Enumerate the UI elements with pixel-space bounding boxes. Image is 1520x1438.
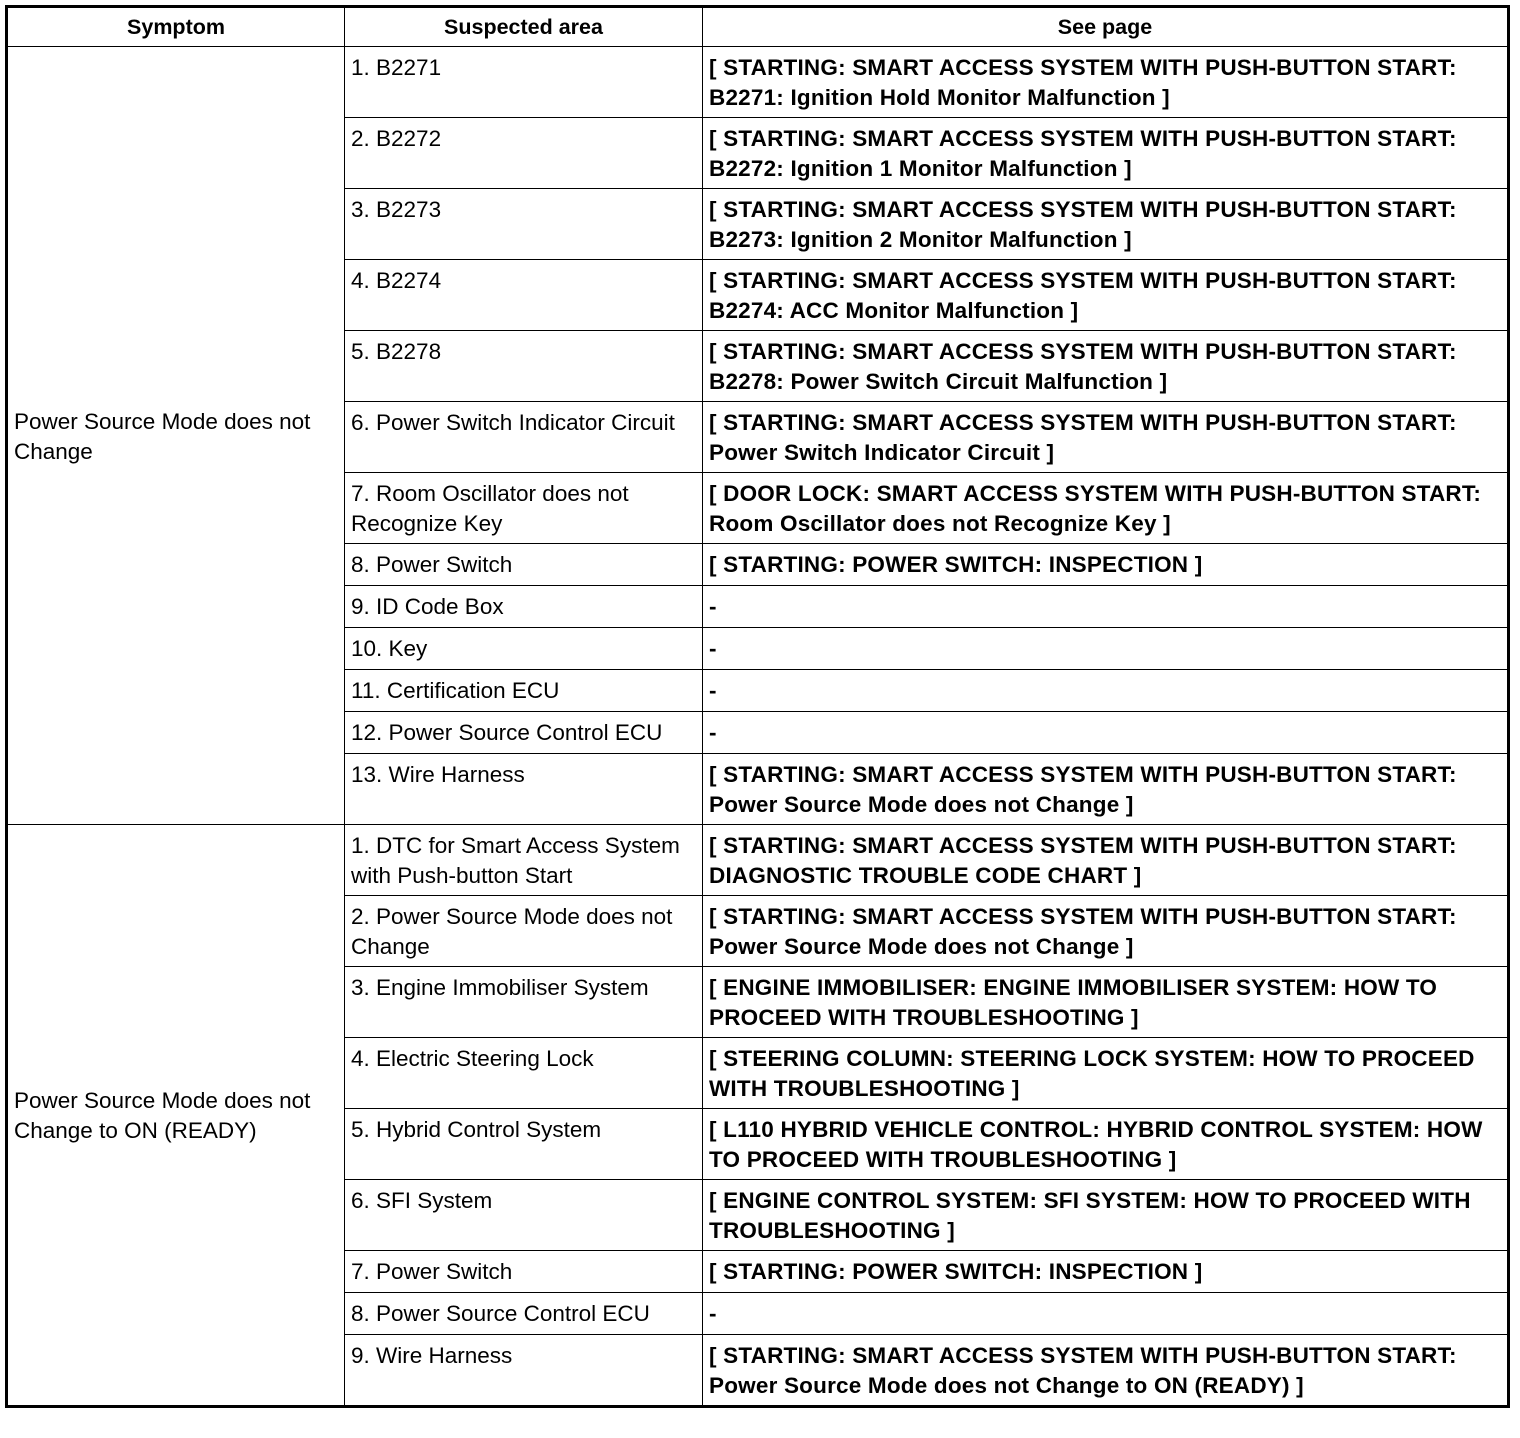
- see-page-cell: [ STARTING: POWER SWITCH: INSPECTION ]: [703, 1251, 1509, 1293]
- see-page-cell: -: [703, 628, 1509, 670]
- troubleshooting-table: [5, 5, 1510, 1408]
- header-symptom: Symptom: [7, 7, 345, 47]
- suspected-area-cell: 13. Wire Harness: [345, 754, 703, 825]
- suspected-area-cell: 2. B2272: [345, 118, 703, 189]
- see-page-cell: -: [703, 670, 1509, 712]
- see-page-cell: [ STARTING: POWER SWITCH: INSPECTION ]: [703, 544, 1509, 586]
- see-page-cell: [ STARTING: SMART ACCESS SYSTEM WITH PUSH-BUTTON START: Power Source Mode does not Change ]: [703, 754, 1509, 825]
- suspected-area-cell: 7. Room Oscillator does not Recognize Key: [345, 473, 703, 544]
- see-page-cell: [ STARTING: SMART ACCESS SYSTEM WITH PUSH-BUTTON START: B2274: ACC Monitor Malfunction ]: [703, 260, 1509, 331]
- header-see-page: See page: [703, 7, 1509, 47]
- suspected-area-cell: 1. DTC for Smart Access System with Push-button Start: [345, 825, 703, 896]
- header-suspected-area: Suspected area: [345, 7, 703, 47]
- suspected-area-cell: 9. ID Code Box: [345, 586, 703, 628]
- see-page-cell: [ STARTING: SMART ACCESS SYSTEM WITH PUSH-BUTTON START: B2271: Ignition Hold Monitor Malfunction ]: [703, 47, 1509, 118]
- see-page-cell: [ STARTING: SMART ACCESS SYSTEM WITH PUSH-BUTTON START: DIAGNOSTIC TROUBLE CODE CHART ]: [703, 825, 1509, 896]
- header-row: [7, 7, 1509, 47]
- table-row: [7, 47, 1509, 118]
- see-page-cell: -: [703, 712, 1509, 754]
- see-page-cell: [ STARTING: SMART ACCESS SYSTEM WITH PUSH-BUTTON START: B2278: Power Switch Circuit Malfunction ]: [703, 331, 1509, 402]
- suspected-area-cell: 3. Engine Immobiliser System: [345, 967, 703, 1038]
- suspected-area-cell: 5. B2278: [345, 331, 703, 402]
- see-page-cell: [ STARTING: SMART ACCESS SYSTEM WITH PUSH-BUTTON START: Power Switch Indicator Circuit ]: [703, 402, 1509, 473]
- see-page-cell: [ STARTING: SMART ACCESS SYSTEM WITH PUSH-BUTTON START: B2272: Ignition 1 Monitor Malfunction ]: [703, 118, 1509, 189]
- table-row: [7, 825, 1509, 896]
- see-page-cell: [ STEERING COLUMN: STEERING LOCK SYSTEM: HOW TO PROCEED WITH TROUBLESHOOTING ]: [703, 1038, 1509, 1109]
- suspected-area-cell: 3. B2273: [345, 189, 703, 260]
- see-page-cell: -: [703, 1293, 1509, 1335]
- suspected-area-cell: 5. Hybrid Control System: [345, 1109, 703, 1180]
- see-page-cell: [ STARTING: SMART ACCESS SYSTEM WITH PUSH-BUTTON START: Power Source Mode does not Change to ON (READY) ]: [703, 1335, 1509, 1407]
- suspected-area-cell: 6. Power Switch Indicator Circuit: [345, 402, 703, 473]
- troubleshooting-table-container: [5, 5, 1510, 1408]
- see-page-cell: [ DOOR LOCK: SMART ACCESS SYSTEM WITH PUSH-BUTTON START: Room Oscillator does not Recognize Key ]: [703, 473, 1509, 544]
- see-page-cell: [ ENGINE CONTROL SYSTEM: SFI SYSTEM: HOW TO PROCEED WITH TROUBLESHOOTING ]: [703, 1180, 1509, 1251]
- see-page-cell: [ L110 HYBRID VEHICLE CONTROL: HYBRID CONTROL SYSTEM: HOW TO PROCEED WITH TROUBLESHOOTING ]: [703, 1109, 1509, 1180]
- suspected-area-cell: 7. Power Switch: [345, 1251, 703, 1293]
- suspected-area-cell: 4. B2274: [345, 260, 703, 331]
- suspected-area-cell: 10. Key: [345, 628, 703, 670]
- see-page-cell: [ ENGINE IMMOBILISER: ENGINE IMMOBILISER SYSTEM: HOW TO PROCEED WITH TROUBLESHOOTING ]: [703, 967, 1509, 1038]
- suspected-area-cell: 8. Power Switch: [345, 544, 703, 586]
- suspected-area-cell: 11. Certification ECU: [345, 670, 703, 712]
- suspected-area-cell: 12. Power Source Control ECU: [345, 712, 703, 754]
- see-page-cell: [ STARTING: SMART ACCESS SYSTEM WITH PUSH-BUTTON START: Power Source Mode does not Change ]: [703, 896, 1509, 967]
- symptom-cell: Power Source Mode does not Change to ON (READY): [7, 825, 345, 1407]
- suspected-area-cell: 1. B2271: [345, 47, 703, 118]
- suspected-area-cell: 2. Power Source Mode does not Change: [345, 896, 703, 967]
- see-page-cell: -: [703, 586, 1509, 628]
- symptom-cell: Power Source Mode does not Change: [7, 47, 345, 825]
- see-page-cell: [ STARTING: SMART ACCESS SYSTEM WITH PUSH-BUTTON START: B2273: Ignition 2 Monitor Malfunction ]: [703, 189, 1509, 260]
- suspected-area-cell: 6. SFI System: [345, 1180, 703, 1251]
- suspected-area-cell: 4. Electric Steering Lock: [345, 1038, 703, 1109]
- suspected-area-cell: 8. Power Source Control ECU: [345, 1293, 703, 1335]
- suspected-area-cell: 9. Wire Harness: [345, 1335, 703, 1407]
